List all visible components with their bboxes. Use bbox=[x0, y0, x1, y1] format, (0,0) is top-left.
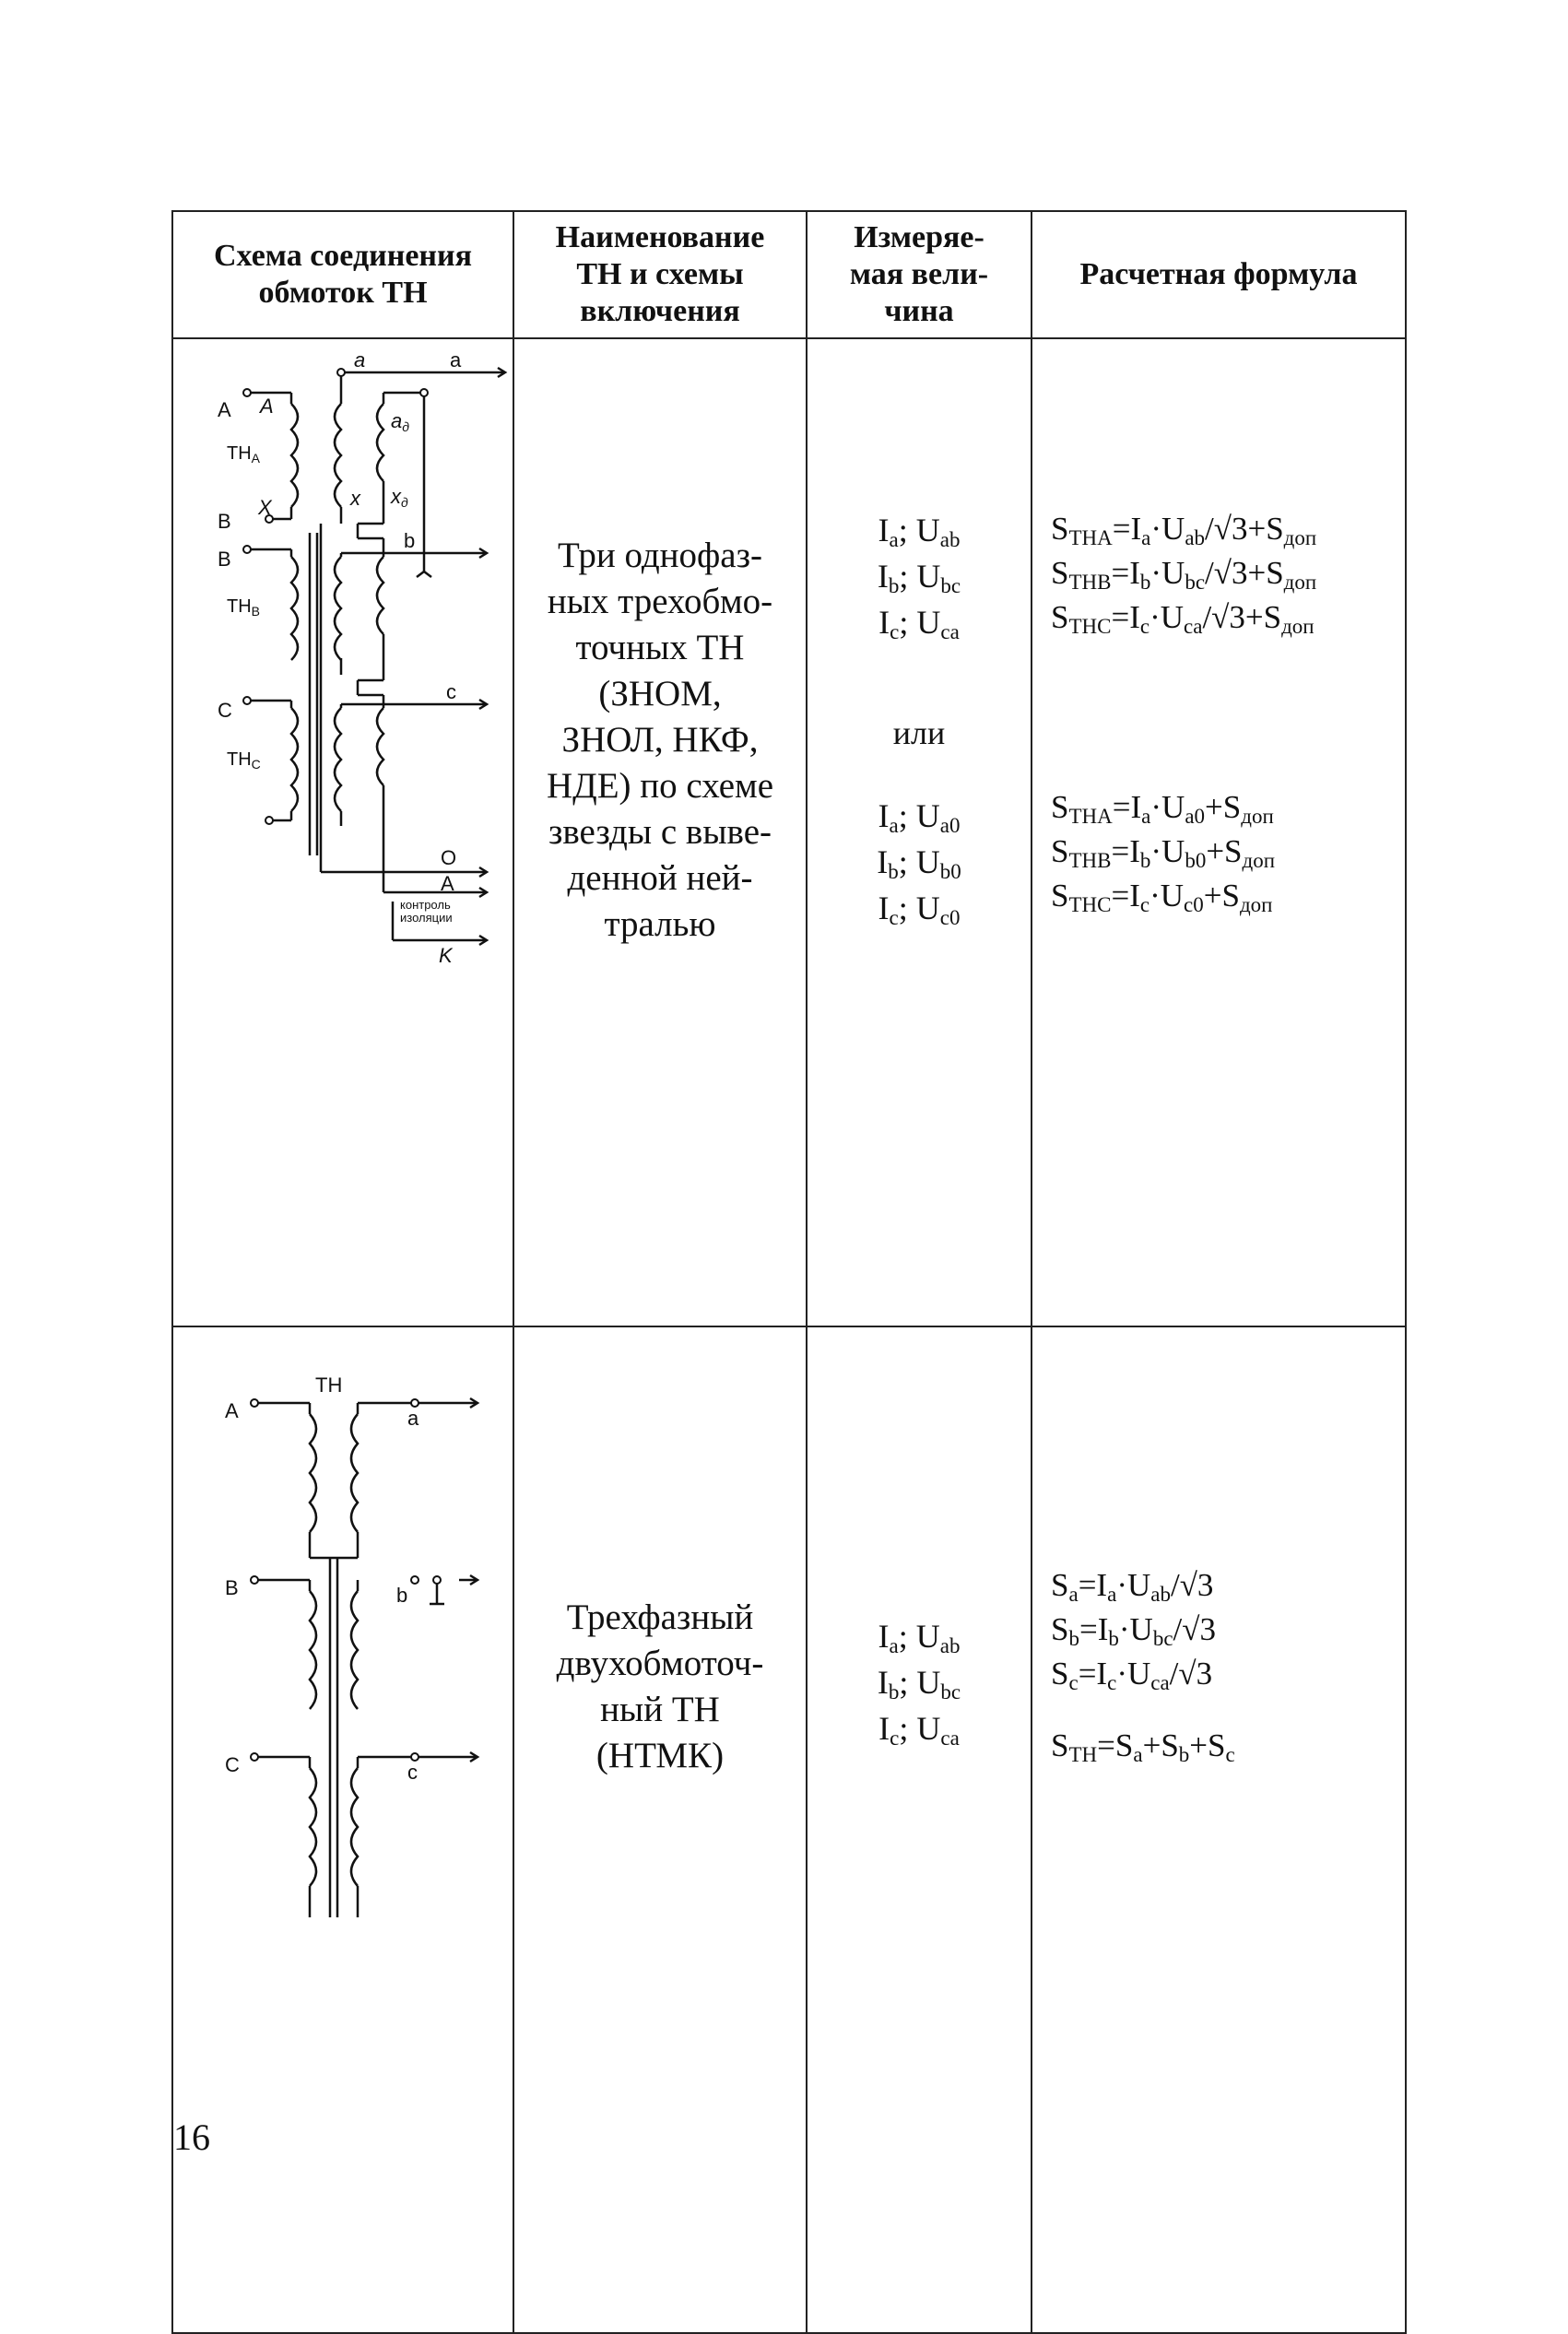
header-line: Измеряе- bbox=[854, 220, 984, 254]
formula-text: I bbox=[878, 890, 890, 926]
formula-text: ·U bbox=[1150, 511, 1185, 547]
coil-primary-c bbox=[310, 1768, 316, 1886]
formula-text: =I bbox=[1112, 789, 1142, 825]
formula-text: ; U bbox=[898, 843, 940, 880]
name-line: (ЗНОМ, bbox=[598, 674, 722, 713]
formula-line bbox=[808, 553, 1031, 599]
subscript: THC bbox=[1068, 615, 1112, 638]
th-text: ТН bbox=[227, 443, 252, 464]
subscript: c bbox=[1225, 1743, 1235, 1766]
label-ad bbox=[391, 409, 409, 434]
formula-text: ; U bbox=[898, 797, 940, 834]
coil-secondary-c bbox=[351, 1768, 358, 1886]
formula-text: S bbox=[1051, 1656, 1069, 1692]
header-row bbox=[172, 211, 1406, 338]
formula-line bbox=[808, 1659, 1031, 1705]
subscript: ab bbox=[1185, 526, 1206, 549]
xd-text: x bbox=[391, 485, 401, 508]
subscript: bc bbox=[1152, 1627, 1173, 1650]
th-text: ТН bbox=[227, 596, 252, 617]
formula-text: =S bbox=[1097, 1727, 1134, 1763]
formula-total bbox=[1051, 1724, 1405, 1768]
formula-line bbox=[1051, 830, 1405, 874]
header-line: чина bbox=[884, 294, 954, 328]
subscript: ab bbox=[939, 1634, 961, 1657]
formula-text: S bbox=[1051, 1567, 1069, 1603]
formula-text: I bbox=[877, 558, 889, 595]
formula-line bbox=[1051, 551, 1405, 595]
subscript: a0 bbox=[939, 814, 961, 837]
formula-text: I bbox=[878, 604, 890, 641]
subscript: a bbox=[1068, 1583, 1079, 1606]
formula-text: =I bbox=[1111, 833, 1140, 869]
coil-primary-a bbox=[291, 404, 298, 507]
label-A-prime: A bbox=[260, 395, 274, 418]
name-line: ЗНОЛ, НКФ, bbox=[561, 720, 759, 760]
formula-text: /√3+S bbox=[1202, 599, 1282, 635]
formula-text: +S bbox=[1142, 1727, 1179, 1763]
label-a: a bbox=[354, 348, 366, 371]
label-TH-A bbox=[227, 443, 261, 466]
formula-text: ; U bbox=[898, 890, 940, 926]
formula-text: I bbox=[877, 843, 889, 880]
subscript: c0 bbox=[1184, 893, 1204, 916]
formula-text: +S bbox=[1205, 789, 1242, 825]
label-B: B bbox=[225, 1576, 239, 1599]
subscript: b0 bbox=[1185, 849, 1207, 872]
vt-name-cell-1 bbox=[513, 338, 807, 1326]
formula-line bbox=[1051, 595, 1405, 640]
subscript: THB bbox=[1068, 571, 1112, 594]
subscript: b bbox=[888, 1680, 900, 1703]
label-a: a bbox=[407, 1407, 419, 1430]
subscript: c bbox=[1107, 1671, 1117, 1694]
subscript: b0 bbox=[939, 860, 961, 883]
formula-text: ·U bbox=[1149, 599, 1185, 635]
name-line: Три однофаз- bbox=[557, 536, 763, 575]
formula-group-2 bbox=[1051, 785, 1405, 918]
label-control-2: изоляции bbox=[400, 911, 453, 925]
formula-text: ; U bbox=[899, 558, 941, 595]
formula-text: ; U bbox=[899, 1664, 941, 1701]
header-schematic bbox=[172, 211, 513, 338]
subscript: ab bbox=[939, 528, 961, 551]
subscript: THC bbox=[1068, 893, 1112, 916]
formula-text: =I bbox=[1111, 878, 1140, 914]
label-A: A bbox=[218, 398, 231, 421]
formula-text: S bbox=[1051, 833, 1069, 869]
subscript: a bbox=[1133, 1743, 1143, 1766]
table-row bbox=[172, 1326, 1406, 2333]
formula-text: =I bbox=[1112, 511, 1142, 547]
schematic-three-phase-two-winding-vt bbox=[173, 1327, 511, 2043]
name-line: (НТМК) bbox=[595, 1736, 725, 1775]
label-b: b bbox=[404, 529, 416, 552]
label-TH-B bbox=[227, 596, 260, 619]
subscript: a bbox=[889, 528, 899, 551]
label-K: K bbox=[439, 944, 453, 967]
coil-primary-b bbox=[291, 557, 298, 660]
th-sub: А bbox=[251, 451, 261, 466]
subscript: bc bbox=[1185, 571, 1206, 594]
formula-text: I bbox=[878, 512, 890, 548]
ad-text: a bbox=[391, 409, 403, 432]
coil-secondary-b bbox=[351, 1591, 358, 1709]
subscript: THA bbox=[1068, 526, 1113, 549]
measured-group-1 bbox=[808, 507, 1031, 645]
formula-text: I bbox=[878, 797, 890, 834]
label-xd bbox=[390, 485, 408, 510]
subscript: c bbox=[889, 906, 899, 929]
coil-primary-c bbox=[291, 708, 298, 811]
subscript: b bbox=[1139, 849, 1151, 872]
subscript: a bbox=[1141, 526, 1151, 549]
formula-text: ; U bbox=[899, 604, 941, 641]
formula-text: I bbox=[877, 1664, 889, 1701]
subscript: b bbox=[1108, 1627, 1119, 1650]
subscript: доп bbox=[1283, 571, 1317, 594]
subscript: доп bbox=[1283, 526, 1317, 549]
formula-line bbox=[1051, 1608, 1405, 1652]
name-line: Трехфазный bbox=[566, 1597, 754, 1637]
page-number: 16 bbox=[173, 2116, 210, 2158]
subscript: THB bbox=[1068, 849, 1112, 872]
table-row bbox=[172, 338, 1406, 1326]
subscript: b bbox=[1068, 1627, 1079, 1650]
formula-line bbox=[1051, 1652, 1405, 1696]
formula-text: S bbox=[1051, 511, 1069, 547]
subscript: ab bbox=[1150, 1583, 1171, 1606]
label-control-1: контроль bbox=[400, 898, 451, 912]
formula-text: +S bbox=[1189, 1727, 1226, 1763]
header-line: мая вели- bbox=[849, 257, 989, 291]
subscript: доп bbox=[1241, 805, 1274, 828]
formula-text: ·U bbox=[1116, 1567, 1151, 1603]
header-line: Расчетная формула bbox=[1079, 257, 1358, 291]
subscript: bc bbox=[940, 574, 961, 597]
formula-text: S bbox=[1051, 789, 1069, 825]
th-text: ТН bbox=[227, 749, 252, 770]
subscript: a bbox=[889, 1634, 899, 1657]
subscript: THA bbox=[1068, 805, 1113, 828]
subscript: доп bbox=[1281, 615, 1315, 638]
subscript: доп bbox=[1242, 849, 1276, 872]
label-c: c bbox=[446, 680, 456, 703]
subscript: a bbox=[1141, 805, 1151, 828]
measured-cell-1 bbox=[807, 338, 1032, 1326]
vt-name-cell-2 bbox=[513, 1326, 807, 2333]
formula-line bbox=[808, 839, 1031, 885]
name-line: звезды с выве- bbox=[548, 812, 772, 852]
subscript: ca bbox=[940, 620, 960, 643]
coil-primary-b bbox=[310, 1591, 316, 1709]
label-C: C bbox=[225, 1753, 240, 1776]
measured-group-2 bbox=[808, 793, 1031, 931]
subscript: ca bbox=[940, 1727, 960, 1750]
subscript: b bbox=[888, 860, 899, 883]
formula-line bbox=[1051, 1724, 1405, 1768]
formula-line bbox=[1051, 874, 1405, 918]
formula-group-1 bbox=[1051, 507, 1405, 640]
subscript: ca bbox=[1150, 1671, 1170, 1694]
formula-text: =I bbox=[1078, 1567, 1108, 1603]
subscript: c bbox=[1139, 615, 1150, 638]
formula-text: =I bbox=[1111, 599, 1140, 635]
gap bbox=[808, 645, 1031, 710]
header-line: включения bbox=[580, 294, 740, 328]
gap bbox=[1051, 1696, 1405, 1724]
subscript: b bbox=[1178, 1743, 1190, 1766]
gap bbox=[1051, 640, 1405, 785]
formula-cell-1 bbox=[1032, 338, 1406, 1326]
formula-text: S bbox=[1051, 1611, 1069, 1647]
header-line: ТН и схемы bbox=[576, 257, 744, 291]
th-sub: С bbox=[251, 757, 261, 772]
formula-text: +S bbox=[1206, 833, 1243, 869]
header-measured bbox=[807, 211, 1032, 338]
name-line: тралью bbox=[604, 904, 716, 944]
formula-text: ·U bbox=[1149, 878, 1185, 914]
coil-primary-a bbox=[310, 1414, 316, 1532]
formula-line bbox=[808, 507, 1031, 553]
label-B: B bbox=[218, 510, 231, 533]
subscript: a bbox=[1107, 1583, 1117, 1606]
formula-text: ; U bbox=[899, 1710, 941, 1747]
subscript: c bbox=[1139, 893, 1150, 916]
name-line: ных трехобмо- bbox=[547, 582, 773, 621]
formula-text: /√3+S bbox=[1205, 555, 1284, 591]
formula-text: ·U bbox=[1150, 789, 1185, 825]
label-A-out: A bbox=[441, 872, 454, 895]
formula-text: S bbox=[1051, 878, 1069, 914]
label-B2: B bbox=[218, 548, 231, 571]
formula-text: /√3 bbox=[1169, 1656, 1213, 1692]
header-line: обмоток ТН bbox=[258, 276, 428, 310]
formula-line bbox=[808, 885, 1031, 931]
label-C: C bbox=[218, 699, 232, 722]
subscript: TH bbox=[1068, 1743, 1098, 1766]
formula-cell-2 bbox=[1032, 1326, 1406, 2333]
formula-group-3 bbox=[1051, 1563, 1405, 1696]
formula-text: ; U bbox=[898, 512, 940, 548]
header-name bbox=[513, 211, 807, 338]
formula-text: S bbox=[1051, 1727, 1069, 1763]
label-a-out: a bbox=[450, 348, 462, 371]
label-A: A bbox=[225, 1399, 239, 1422]
label-c: c bbox=[407, 1761, 418, 1784]
subscript: a0 bbox=[1185, 805, 1206, 828]
th-sub: В bbox=[251, 604, 261, 619]
formula-line bbox=[808, 1705, 1031, 1751]
label-X: X bbox=[258, 496, 272, 519]
subscript: доп bbox=[1239, 893, 1273, 916]
label-O: O bbox=[441, 846, 457, 869]
formula-text: S bbox=[1051, 555, 1069, 591]
formula-text: ; U bbox=[898, 1618, 940, 1655]
formula-text: ·U bbox=[1150, 833, 1185, 869]
name-line: точных ТН bbox=[575, 628, 745, 667]
formula-line bbox=[1051, 785, 1405, 830]
label-TH-C bbox=[227, 749, 261, 772]
xd-sub: д bbox=[401, 495, 408, 510]
subscript: ca bbox=[1184, 615, 1203, 638]
label-x: x bbox=[350, 487, 360, 510]
formula-text: S bbox=[1051, 599, 1069, 635]
gap bbox=[808, 756, 1031, 793]
name-line: двухобмоточ- bbox=[556, 1644, 764, 1683]
header-line: Наименование bbox=[555, 220, 765, 254]
formula-line bbox=[808, 599, 1031, 645]
subscript: b bbox=[1139, 571, 1151, 594]
ad-sub: д bbox=[402, 419, 409, 434]
formula-line bbox=[1051, 507, 1405, 551]
coil-secondary-a bbox=[351, 1414, 358, 1532]
subscript: c bbox=[890, 1727, 900, 1750]
formula-text: +S bbox=[1203, 878, 1240, 914]
subscript: c bbox=[1068, 1671, 1079, 1694]
subscript: c0 bbox=[939, 906, 961, 929]
schematic-cell-1 bbox=[172, 338, 513, 1326]
subscript: c bbox=[890, 620, 900, 643]
formula-line bbox=[808, 793, 1031, 839]
schematic-cell-2 bbox=[172, 1326, 513, 2333]
header-line: Схема соединения bbox=[213, 239, 472, 273]
subscript: a bbox=[889, 814, 899, 837]
name-line: ный ТН bbox=[600, 1690, 720, 1729]
name-line: денной ней- bbox=[567, 858, 753, 898]
subscript: bc bbox=[940, 1680, 961, 1703]
measured-group-3 bbox=[808, 1613, 1031, 1751]
spec-table bbox=[171, 210, 1407, 2334]
formula-text: ·U bbox=[1118, 1611, 1153, 1647]
subscript: b bbox=[888, 574, 900, 597]
formula-line bbox=[1051, 1563, 1405, 1608]
formula-text: I bbox=[878, 1710, 890, 1747]
formula-text: =I bbox=[1111, 555, 1140, 591]
formula-text: /√3 bbox=[1170, 1567, 1214, 1603]
label-b: b bbox=[396, 1584, 408, 1607]
formula-line bbox=[808, 1613, 1031, 1659]
or-text: или bbox=[892, 714, 946, 751]
formula-text: =I bbox=[1078, 1656, 1108, 1692]
header-formula bbox=[1032, 211, 1406, 338]
formula-text: ·U bbox=[1116, 1656, 1151, 1692]
formula-text: /√3 bbox=[1173, 1611, 1216, 1647]
formula-text: I bbox=[878, 1618, 890, 1655]
formula-text: =I bbox=[1079, 1611, 1109, 1647]
name-line: НДЕ) по схеме bbox=[546, 766, 774, 806]
measured-cell-2 bbox=[807, 1326, 1032, 2333]
schematic-three-single-phase-vt bbox=[173, 339, 511, 1128]
formula-text: ·U bbox=[1150, 555, 1185, 591]
label-TH: ТН bbox=[315, 1373, 343, 1397]
formula-text: /√3+S bbox=[1205, 511, 1284, 547]
